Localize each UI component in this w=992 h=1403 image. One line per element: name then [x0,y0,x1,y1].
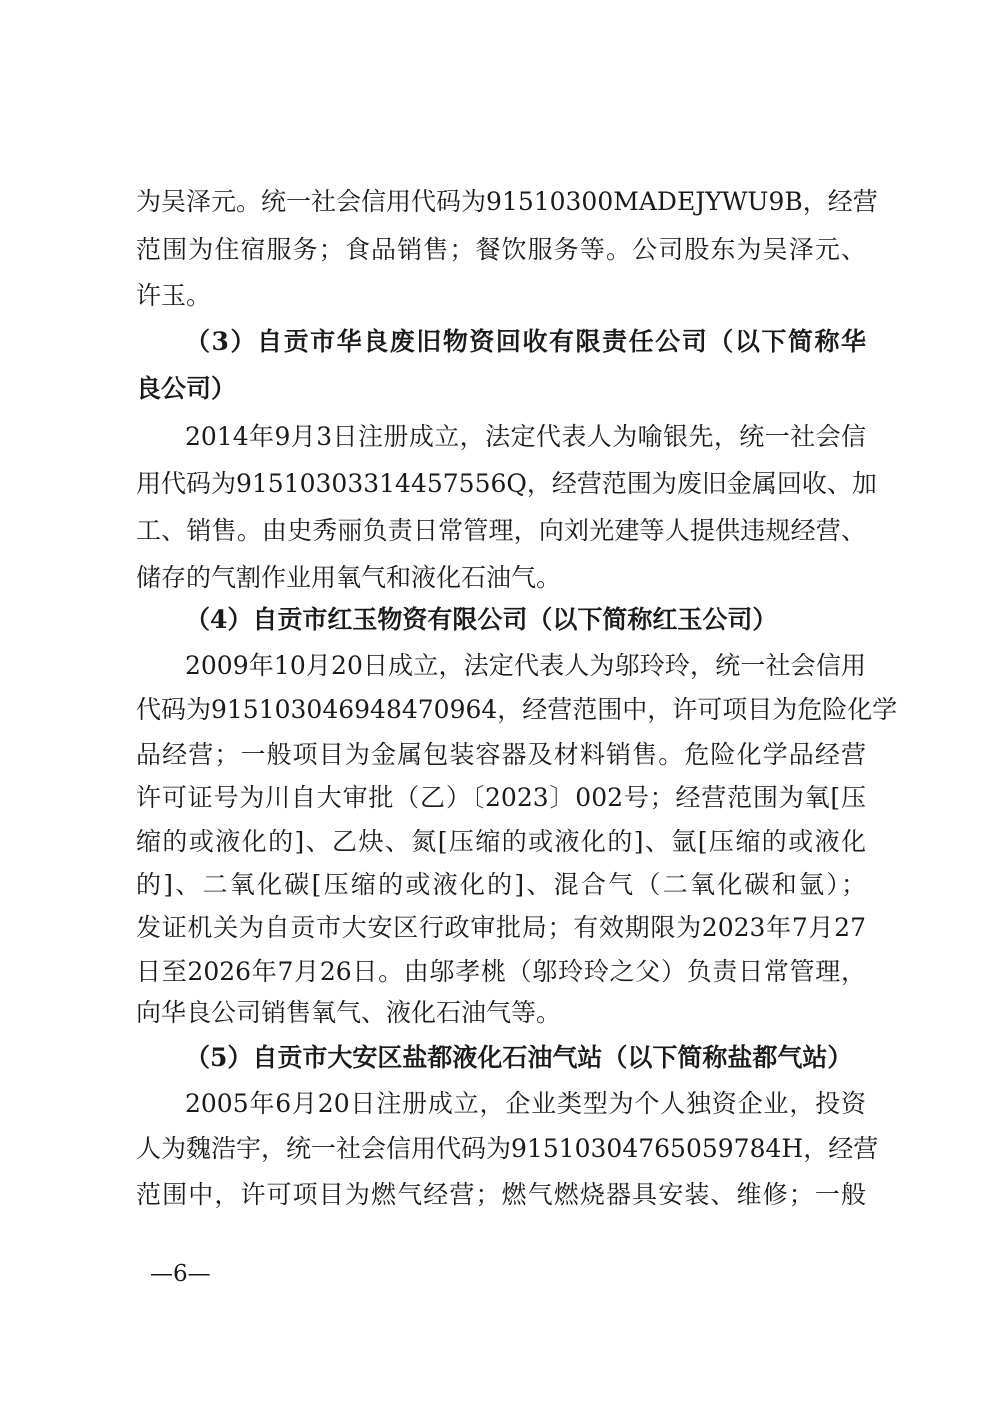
paragraph-line: 范围中，许可项目为燃气经营；燃气燃烧器具安装、维修；一般 [136,1180,866,1209]
paragraph-line: 范围为住宿服务；食品销售；餐饮服务等。公司股东为吴泽元、 [136,235,866,264]
section-heading: （5）自贡市大安区盐都液化石油气站（以下简称盐都气站） [185,1043,853,1072]
paragraph-line: 储存的气割作业用氧气和液化石油气。 [136,563,562,592]
paragraph-line: 代码为915103046948470964，经营范围中，许可项目为危险化学 [136,695,898,724]
paragraph-line: 的]、二氧化碳[压缩的或液化的]、混合气（二氧化碳和氩）； [136,870,866,899]
paragraph-line: 用代码为91510303314457556Q，经营范围为废旧金属回收、加 [136,469,877,498]
paragraph-line: 工、销售。由史秀丽负责日常管理，向刘光建等人提供违规经营、 [136,516,866,545]
paragraph-line: 2005年6月20日注册成立，企业类型为个人独资企业，投资 [185,1089,866,1118]
paragraph-line: 缩的或液化的]、乙炔、氮[压缩的或液化的]、氩[压缩的或液化 [136,827,866,856]
section-heading: （3）自贡市华良废旧物资回收有限责任公司（以下简称华 [185,327,866,356]
paragraph-line: 品经营；一般项目为金属包装容器及材料销售。危险化学品经营 [136,740,866,769]
paragraph-line: 向华良公司销售氧气、液化石油气等。 [136,998,562,1027]
paragraph-line: 2009年10月20日成立，法定代表人为邬玲玲，统一社会信用 [185,651,866,680]
paragraph-line: 2014年9月3日注册成立，法定代表人为喻银先，统一社会信 [185,422,866,451]
paragraph-line: 为吴泽元。统一社会信用代码为91510300MADEJYWU9B，经营 [136,187,878,216]
paragraph-line: 发证机关为自贡市大安区行政审批局；有效期限为2023年7月27 [136,913,866,942]
section-heading: （4）自贡市红玉物资有限公司（以下简称红玉公司） [185,605,778,634]
page-number: —6— [150,1261,211,1287]
paragraph-line: 许玉。 [136,281,212,310]
paragraph-line: 日至2026年7月26日。由邬孝桃（邬玲玲之父）负责日常管理， [136,957,866,986]
paragraph-line: 人为魏浩宇，统一社会信用代码为91510304765059784H，经营 [136,1134,879,1163]
section-heading: 良公司） [136,374,237,403]
paragraph-line: 许可证号为川自大审批（乙）〔2023〕002号；经营范围为氧[压 [136,783,866,812]
